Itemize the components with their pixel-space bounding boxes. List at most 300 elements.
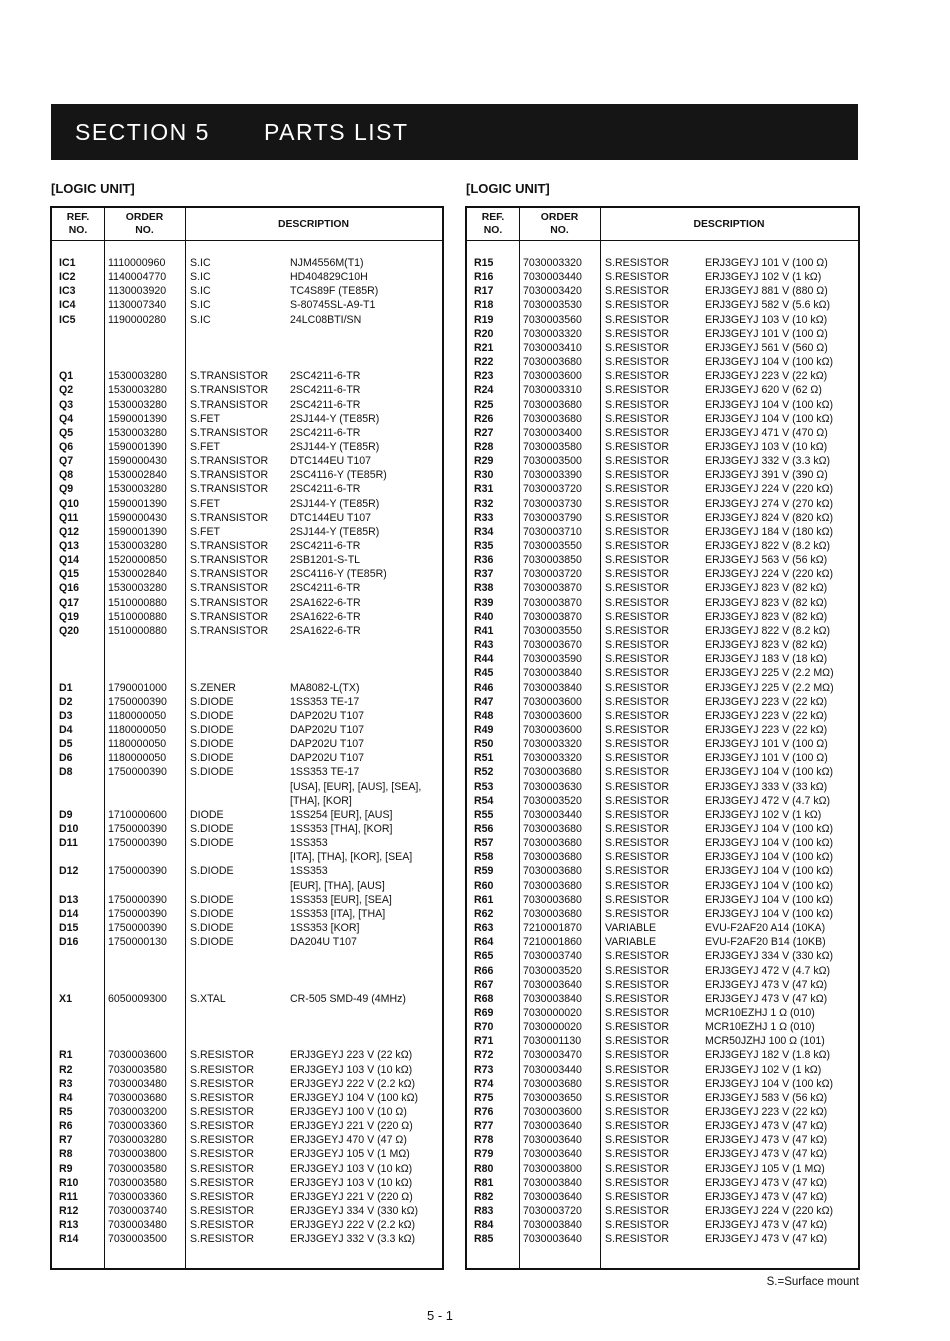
part-ref: Q8 <box>59 469 74 482</box>
part-type: S.RESISTOR <box>605 1120 669 1133</box>
part-value: ERJ3GEYJ 104 V (100 kΩ) <box>705 766 834 779</box>
part-ref: IC3 <box>59 285 76 298</box>
part-row <box>467 596 858 610</box>
part-ref: R71 <box>474 1035 494 1048</box>
part-row <box>467 666 858 680</box>
part-type: S.RESISTOR <box>605 865 669 878</box>
part-order-no: 1750000130 <box>108 936 167 949</box>
part-ref: R52 <box>474 766 494 779</box>
part-ref: R38 <box>474 582 494 595</box>
part-order-no: 7030003400 <box>523 426 582 439</box>
part-order-no: 7030003650 <box>523 1091 582 1104</box>
part-value: 1SS254 [EUR], [AUS] <box>290 808 393 821</box>
part-ref: R32 <box>474 497 494 510</box>
part-type: S.IC <box>190 313 211 326</box>
part-row <box>52 850 442 864</box>
part-row <box>467 1147 858 1161</box>
part-value: 1SS353 [THA], [KOR] <box>290 823 393 835</box>
part-row <box>52 907 442 921</box>
part-row <box>467 935 858 949</box>
part-value: [EUR], [THA], [AUS] <box>290 879 385 892</box>
part-order-no: 7030003840 <box>523 681 582 694</box>
part-ref: D10 <box>59 823 79 835</box>
part-type: S.RESISTOR <box>605 709 669 722</box>
part-type: S.RESISTOR <box>605 1205 669 1218</box>
part-ref: R33 <box>474 511 494 524</box>
part-row <box>52 765 442 779</box>
part-type: S.DIODE <box>190 865 234 878</box>
part-ref: R39 <box>474 596 494 609</box>
part-row <box>467 978 858 992</box>
part-row <box>467 1020 858 1034</box>
part-type: S.RESISTOR <box>605 525 669 538</box>
part-row <box>52 822 442 836</box>
part-order-no: 7030003580 <box>523 440 582 453</box>
part-type: S.RESISTOR <box>190 1091 254 1104</box>
part-order-no: 7030003600 <box>523 1106 582 1118</box>
surface-mount-note: S.=Surface mount <box>766 1276 859 1288</box>
part-row <box>52 369 442 383</box>
part-type: S.RESISTOR <box>605 1063 669 1076</box>
part-value: ERJ3GEYJ 101 V (100 Ω) <box>705 738 828 751</box>
part-value: CR-505 SMD-49 (4MHz) <box>290 992 406 1005</box>
part-row <box>467 695 858 709</box>
part-order-no: 7030003360 <box>108 1190 167 1203</box>
part-type: S.RESISTOR <box>190 1120 254 1133</box>
part-type: S.RESISTOR <box>605 893 669 906</box>
part-type: S.RESISTOR <box>605 341 669 354</box>
part-row <box>52 468 442 482</box>
part-type: S.IC <box>190 299 211 312</box>
section-banner <box>51 104 858 160</box>
part-order-no: 7030003320 <box>523 257 582 269</box>
part-order-no: 1790001000 <box>108 681 167 694</box>
part-ref: Q10 <box>59 497 80 510</box>
part-value: ERJ3GEYJ 103 V (10 kΩ) <box>290 1162 413 1175</box>
part-order-no: 7030003320 <box>523 752 582 765</box>
part-value: MCR10EZHJ 1 Ω (010) <box>705 1021 815 1034</box>
part-order-no: 7030003670 <box>523 639 582 652</box>
part-order-no: 1590001390 <box>108 497 167 510</box>
part-type: S.ZENER <box>190 681 236 694</box>
part-ref: D1 <box>59 681 73 694</box>
part-row <box>467 553 858 567</box>
part-ref: R65 <box>474 950 494 963</box>
part-row <box>52 864 442 878</box>
part-value: ERJ3GEYJ 104 V (100 kΩ) <box>705 893 834 906</box>
part-value: ERJ3GEYJ 103 V (10 kΩ) <box>705 313 828 326</box>
part-row <box>467 624 858 638</box>
part-row <box>467 1204 858 1218</box>
part-value: ERJ3GEYJ 824 V (820 kΩ) <box>705 511 834 524</box>
part-ref: R21 <box>474 341 494 354</box>
part-value: ERJ3GEYJ 182 V (1.8 kΩ) <box>705 1049 831 1062</box>
part-type: S.DIODE <box>190 709 234 722</box>
part-row <box>467 256 858 270</box>
part-type: S.RESISTOR <box>605 1021 669 1034</box>
part-ref: D14 <box>59 907 79 920</box>
part-row <box>467 836 858 850</box>
part-value: MA8082-L(TX) <box>290 681 360 694</box>
part-row <box>52 1077 442 1091</box>
part-order-no: 7030003440 <box>523 271 582 284</box>
part-order-no: 7030003640 <box>523 1233 582 1246</box>
part-order-no: 7030003520 <box>523 964 582 977</box>
part-value: DTC144EU T107 <box>290 455 372 468</box>
part-ref: R80 <box>474 1162 494 1175</box>
part-order-no: 1750000390 <box>108 893 167 906</box>
part-type: S.RESISTOR <box>605 1106 669 1118</box>
part-ref: R56 <box>474 823 494 835</box>
part-value: ERJ3GEYJ 225 V (2.2 MΩ) <box>705 667 834 680</box>
part-value: ERJ3GEYJ 391 V (390 Ω) <box>705 469 828 482</box>
part-ref: R83 <box>474 1205 494 1218</box>
part-type: S.RESISTOR <box>605 950 669 963</box>
part-type: S.RESISTOR <box>605 426 669 439</box>
part-type: S.RESISTOR <box>605 1134 669 1147</box>
part-row <box>467 313 858 327</box>
part-order-no: 1590001390 <box>108 412 167 425</box>
part-ref: R35 <box>474 540 494 552</box>
part-row <box>467 992 858 1006</box>
part-row <box>52 737 442 751</box>
part-value: [ITA], [THA], [KOR], [SEA] <box>290 851 413 864</box>
part-row <box>52 836 442 850</box>
part-row <box>467 539 858 553</box>
part-order-no: 7210001870 <box>523 922 582 935</box>
part-row <box>467 1190 858 1204</box>
part-value: ERJ3GEYJ 104 V (100 kΩ) <box>705 907 834 920</box>
part-ref: R2 <box>59 1063 73 1076</box>
part-value: ERJ3GEYJ 473 V (47 kΩ) <box>705 1219 828 1232</box>
part-order-no: 7030003420 <box>523 285 582 298</box>
part-order-no: 7030003480 <box>108 1219 167 1232</box>
part-order-no: 1110000960 <box>108 257 166 269</box>
part-value: ERJ3GEYJ 104 V (100 kΩ) <box>705 865 834 878</box>
part-value: ERJ3GEYJ 221 V (220 Ω) <box>290 1190 413 1203</box>
part-type: S.DIODE <box>190 936 234 949</box>
part-value: ERJ3GEYJ 470 V (47 Ω) <box>290 1134 407 1147</box>
part-type: S.TRANSISTOR <box>190 596 269 609</box>
part-order-no: 1750000390 <box>108 766 167 779</box>
part-order-no: 7030003680 <box>523 1077 582 1090</box>
part-order-no: 7030003680 <box>523 398 582 411</box>
part-value: ERJ3GEYJ 102 V (1 kΩ) <box>705 1063 822 1076</box>
part-type: S.RESISTOR <box>190 1049 254 1062</box>
part-type: S.RESISTOR <box>605 808 669 821</box>
part-type: S.RESISTOR <box>190 1233 254 1246</box>
part-ref: D3 <box>59 709 73 722</box>
part-order-no: 7030003320 <box>523 327 582 340</box>
part-ref: R34 <box>474 525 494 538</box>
part-ref: Q20 <box>59 624 80 637</box>
part-order-no: 7030003720 <box>523 1205 582 1218</box>
part-order-no: 1530002840 <box>108 568 167 581</box>
part-value: ERJ3GEYJ 332 V (3.3 kΩ) <box>705 455 831 468</box>
part-type: S.RESISTOR <box>605 752 669 765</box>
part-value: MCR50JZHJ 100 Ω (101) <box>705 1035 825 1048</box>
part-row <box>467 440 858 454</box>
part-order-no: 7030003360 <box>108 1120 167 1133</box>
part-order-no: 7030003200 <box>108 1106 167 1118</box>
part-type: S.RESISTOR <box>605 992 669 1005</box>
part-order-no: 7030003850 <box>523 554 582 567</box>
part-row <box>467 567 858 581</box>
part-row <box>467 652 858 666</box>
part-row <box>467 1119 858 1133</box>
part-type: S.RESISTOR <box>190 1190 254 1203</box>
part-value: ERJ3GEYJ 473 V (47 kΩ) <box>705 1176 828 1189</box>
part-order-no: 1180000050 <box>108 738 167 751</box>
part-order-no: 7030001130 <box>523 1035 582 1048</box>
part-type: S.RESISTOR <box>605 299 669 312</box>
part-value: ERJ3GEYJ 473 V (47 kΩ) <box>705 1134 828 1147</box>
part-row <box>467 893 858 907</box>
part-row <box>52 1204 442 1218</box>
part-ref: R58 <box>474 851 494 864</box>
part-row <box>467 270 858 284</box>
part-value: ERJ3GEYJ 223 V (22 kΩ) <box>705 723 828 736</box>
part-ref: R79 <box>474 1148 494 1161</box>
part-row <box>467 355 858 369</box>
part-value: DA204U T107 <box>290 936 357 949</box>
part-type: S.RESISTOR <box>605 1148 669 1161</box>
part-type: S.TRANSISTOR <box>190 540 269 552</box>
part-type: S.RESISTOR <box>605 723 669 736</box>
part-ref: R77 <box>474 1120 494 1133</box>
part-value: ERJ3GEYJ 823 V (82 kΩ) <box>705 582 828 595</box>
part-row <box>467 808 858 822</box>
right-unit-title: [LOGIC UNIT] <box>466 181 550 196</box>
part-ref: R7 <box>59 1134 73 1147</box>
part-value: 2SC4211-6-TR <box>290 483 361 496</box>
part-order-no: 1530003280 <box>108 370 167 383</box>
part-ref: R26 <box>474 412 494 425</box>
part-row <box>52 1091 442 1105</box>
part-order-no: 7030003870 <box>523 582 582 595</box>
part-order-no: 7030003550 <box>523 624 582 637</box>
part-type: S.RESISTOR <box>605 823 669 835</box>
part-type: S.RESISTOR <box>605 356 669 369</box>
part-value: ERJ3GEYJ 104 V (100 kΩ) <box>705 879 834 892</box>
part-ref: R69 <box>474 1006 494 1019</box>
part-row <box>52 794 442 808</box>
part-row <box>467 1077 858 1091</box>
part-type: S.RESISTOR <box>605 639 669 652</box>
part-value: ERJ3GEYJ 583 V (56 kΩ) <box>705 1091 828 1104</box>
part-row <box>467 1006 858 1020</box>
part-ref: R47 <box>474 695 494 708</box>
part-value: 2SA1622-6-TR <box>290 624 361 637</box>
part-ref: R6 <box>59 1120 73 1133</box>
part-ref: R57 <box>474 837 494 850</box>
part-row <box>52 525 442 539</box>
part-row <box>52 567 442 581</box>
part-order-no: 1530003280 <box>108 483 167 496</box>
part-ref: R18 <box>474 299 494 312</box>
part-value: HD404829C10H <box>290 271 368 284</box>
description-header: DESCRIPTION <box>693 218 765 230</box>
part-type: S.DIODE <box>190 922 234 935</box>
part-value: 1SS353 <box>290 837 328 850</box>
part-row <box>467 921 858 935</box>
part-order-no: 7030003680 <box>523 823 582 835</box>
part-order-no: 7030003640 <box>523 978 582 991</box>
part-type: S.RESISTOR <box>605 412 669 425</box>
part-order-no: 7030003680 <box>108 1091 167 1104</box>
part-order-no: 1750000390 <box>108 837 167 850</box>
part-ref: Q14 <box>59 554 80 567</box>
part-row <box>467 1162 858 1176</box>
part-value: ERJ3GEYJ 823 V (82 kΩ) <box>705 639 828 652</box>
part-row <box>52 1162 442 1176</box>
part-row <box>467 327 858 341</box>
part-ref: D8 <box>59 766 73 779</box>
part-row <box>467 864 858 878</box>
part-ref: R23 <box>474 370 494 383</box>
part-type: S.DIODE <box>190 766 234 779</box>
part-order-no: 7030003640 <box>523 1134 582 1147</box>
part-value: ERJ3GEYJ 101 V (100 Ω) <box>705 257 828 269</box>
part-row <box>52 313 442 327</box>
part-order-no: 1710000600 <box>108 808 167 821</box>
part-order-no: 7030003500 <box>523 455 582 468</box>
part-row <box>52 412 442 426</box>
part-ref: R16 <box>474 271 494 284</box>
part-order-no: 1530003280 <box>108 582 167 595</box>
part-ref: R64 <box>474 936 494 949</box>
part-value: 1SS353 <box>290 865 328 878</box>
part-order-no: 7030003870 <box>523 610 582 623</box>
part-row <box>467 1048 858 1062</box>
part-ref: D9 <box>59 808 73 821</box>
part-ref: IC4 <box>59 299 76 312</box>
part-ref: R84 <box>474 1219 494 1232</box>
part-order-no: 1530003280 <box>108 384 167 397</box>
part-value: 1SS353 TE-17 <box>290 766 360 779</box>
part-ref: R25 <box>474 398 494 411</box>
part-value: ERJ3GEYJ 620 V (62 Ω) <box>705 384 822 397</box>
part-value: ERJ3GEYJ 823 V (82 kΩ) <box>705 610 828 623</box>
part-ref: D13 <box>59 893 79 906</box>
part-ref: Q16 <box>59 582 80 595</box>
part-type: S.RESISTOR <box>605 1162 669 1175</box>
part-row <box>467 681 858 695</box>
part-value: ERJ3GEYJ 225 V (2.2 MΩ) <box>705 681 834 694</box>
part-value: ERJ3GEYJ 101 V (100 Ω) <box>705 752 828 765</box>
part-type: S.TRANSISTOR <box>190 554 269 567</box>
part-row <box>52 497 442 511</box>
part-type: S.DIODE <box>190 752 234 765</box>
part-row <box>52 482 442 496</box>
part-order-no: 1750000390 <box>108 823 167 835</box>
part-value: ERJ3GEYJ 334 V (330 kΩ) <box>290 1205 419 1218</box>
part-row <box>467 482 858 496</box>
ref-no-header: REF. NO. <box>66 212 90 236</box>
part-ref: R14 <box>59 1233 79 1246</box>
part-ref: R9 <box>59 1162 73 1175</box>
part-order-no: 7210001860 <box>523 936 582 949</box>
part-order-no: 1750000390 <box>108 865 167 878</box>
part-value: ERJ3GEYJ 224 V (220 kΩ) <box>705 1205 834 1218</box>
part-row <box>52 780 442 794</box>
part-type: S.RESISTOR <box>190 1148 254 1161</box>
part-row <box>52 454 442 468</box>
part-row <box>52 879 442 893</box>
part-order-no: 7030003520 <box>523 794 582 807</box>
part-order-no: 1750000390 <box>108 922 167 935</box>
part-type: S.RESISTOR <box>605 511 669 524</box>
part-row <box>52 596 442 610</box>
part-ref: R22 <box>474 356 494 369</box>
part-value: ERJ3GEYJ 104 V (100 kΩ) <box>705 398 834 411</box>
part-ref: R11 <box>59 1190 78 1203</box>
ref-no-header: REF. NO. <box>481 212 505 236</box>
part-row <box>467 822 858 836</box>
part-row <box>52 992 442 1006</box>
part-value: ERJ3GEYJ 334 V (330 kΩ) <box>705 950 834 963</box>
part-type: S.TRANSISTOR <box>190 455 269 468</box>
part-type: S.RESISTOR <box>605 1006 669 1019</box>
part-value: 2SA1622-6-TR <box>290 610 361 623</box>
part-type: S.TRANSISTOR <box>190 398 269 411</box>
part-order-no: 7030003640 <box>523 1120 582 1133</box>
part-value: ERJ3GEYJ 103 V (10 kΩ) <box>705 440 828 453</box>
part-order-no: 7030003600 <box>523 723 582 736</box>
part-ref: R27 <box>474 426 494 439</box>
part-ref: R40 <box>474 610 494 623</box>
part-type: S.FET <box>190 440 221 453</box>
part-ref: R74 <box>474 1077 494 1090</box>
part-order-no: 7030003680 <box>523 837 582 850</box>
part-type: S.RESISTOR <box>605 738 669 751</box>
part-order-no: 1530003280 <box>108 540 167 552</box>
part-value: ERJ3GEYJ 223 V (22 kΩ) <box>705 370 828 383</box>
part-ref: R8 <box>59 1148 73 1161</box>
part-ref: R78 <box>474 1134 494 1147</box>
part-value: DAP202U T107 <box>290 709 365 722</box>
part-ref: R76 <box>474 1106 494 1118</box>
part-ref: R10 <box>59 1176 79 1189</box>
part-row <box>467 1091 858 1105</box>
part-row <box>52 539 442 553</box>
part-value: 2SC4211-6-TR <box>290 384 361 397</box>
part-value: ERJ3GEYJ 105 V (1 MΩ) <box>705 1162 825 1175</box>
part-type: S.RESISTOR <box>605 398 669 411</box>
part-order-no: 7030003600 <box>523 709 582 722</box>
part-order-no: 7030003740 <box>108 1205 167 1218</box>
part-type: S.RESISTOR <box>605 384 669 397</box>
part-row <box>467 1232 858 1246</box>
part-order-no: 7030003720 <box>523 483 582 496</box>
part-type: S.RESISTOR <box>190 1106 254 1118</box>
part-row <box>52 695 442 709</box>
part-type: S.RESISTOR <box>605 285 669 298</box>
part-value: ERJ3GEYJ 104 V (100 kΩ) <box>705 356 834 369</box>
part-value: 2SC4211-6-TR <box>290 540 361 552</box>
part-ref: R12 <box>59 1205 79 1218</box>
part-row <box>467 610 858 624</box>
part-ref: R41 <box>474 624 494 637</box>
part-order-no: 1180000050 <box>108 723 167 736</box>
part-ref: R75 <box>474 1091 494 1104</box>
part-value: ERJ3GEYJ 223 V (22 kΩ) <box>290 1049 413 1062</box>
part-type: S.RESISTOR <box>605 695 669 708</box>
part-value: ERJ3GEYJ 100 V (10 Ω) <box>290 1106 407 1118</box>
part-row <box>467 1105 858 1119</box>
part-order-no: 7030003840 <box>523 667 582 680</box>
part-type: DIODE <box>190 808 224 821</box>
